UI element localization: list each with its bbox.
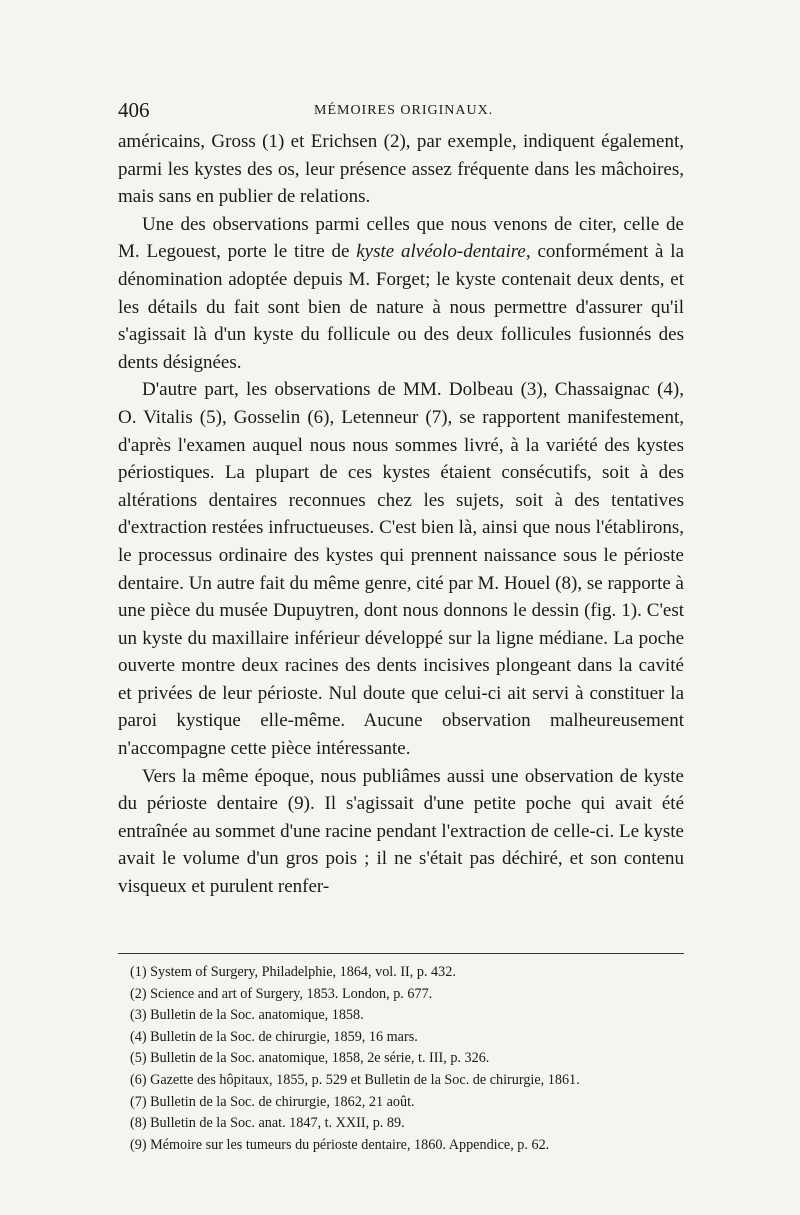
page-header bbox=[118, 98, 688, 126]
footnote-5: (5) Bulletin de la Soc. anatomique, 1858, 2e série, t. III, p. 326. bbox=[130, 1050, 490, 1067]
paragraph-1: américains, Gross (1) et Erichsen (2), par exemple, indiquent également, parmi les kystes des os, leur présence assez fréquente dans les mâchoires, mais sans en publier de relations. bbox=[118, 131, 684, 208]
page-number: 406 bbox=[118, 98, 150, 122]
footnote-6: (6) Gazette des hôpitaux, 1855, p. 529 et Bulletin de la Soc. de chirurgie, 1861. bbox=[130, 1071, 580, 1088]
body-text bbox=[118, 128, 684, 901]
footnote-1: (1) System of Surgery, Philadelphie, 1864, vol. II, p. 432. bbox=[130, 964, 456, 980]
paragraph-2 bbox=[118, 211, 684, 377]
paragraph-2-part-1: Une des observations parmi celles que nous venons de citer, celle de M. Legouest, porte le titre de bbox=[118, 213, 684, 263]
paragraph-2-part-2: conformément à la dénomination adoptée depuis M. Forget; le kyste contenait deux dents, et les détails du fait sont bien de nature à nous permettre d'assurer qu'il s'agissait là d'un kyste du follicule ou des deux follicules fusionnés des dents désignées. bbox=[118, 241, 685, 373]
footnote-8: (8) Bulletin de la Soc. anat. 1847, t. XXII, p. 89. bbox=[130, 1115, 405, 1132]
footnote-separator bbox=[118, 953, 684, 954]
paragraph-2-italic-title: kyste alvéolo-dentaire, bbox=[356, 241, 531, 263]
paragraph-3: D'autre part, les observations de MM. Dolbeau (3), Chassaignac (4), O. Vitalis (5), Gosselin (6), Letenneur (7), se rapportent manifestement, d'après l'examen auquel nous nous sommes livré, à la variété des kystes périostiques. La plupart de ces kystes étaient consécutifs, soit à des altérations dentaires reconnues chez les sujets, soit à des tentatives d'extraction restées infructueuses. C'est bien là, ainsi que nous l'établirons, le processus ordinaire des kystes qui prennent naissance sous le périoste dentaire. Un autre fait du même genre, cité par M. Houel (8), se rapporte à une pièce du musée Dupuytren, dont nous donnons le dessin (fig. 1). C'est un kyste du maxillaire inférieur développé sur la ligne médiane. La poche ouverte montre deux racines des dents incisives plongeant dans la cavité et privées de leur périoste. Nul doute que celui-ci ait servi à constituer la paroi kystique elle-même. Aucune observation malheureusement n'accompagne cette pièce intéressante. bbox=[118, 379, 684, 760]
footnote-3: (3) Bulletin de la Soc. anatomique, 1858. bbox=[130, 1007, 364, 1024]
footnote-2: (2) Science and art of Surgery, 1853. London, p. 677. bbox=[130, 985, 433, 1002]
footnote-4: (4) Bulletin de la Soc. de chirurgie, 1859, 16 mars. bbox=[130, 1028, 418, 1045]
footnotes bbox=[130, 962, 690, 1156]
running-head: MÉMOIRES ORIGINAUX. bbox=[314, 103, 494, 118]
paragraph-4: Vers la même époque, nous publiâmes aussi une observation de kyste du périoste dentaire (9). Il s'agissait d'une petite poche qui avait été entraînée au sommet d'une racine pendant l'extraction de celle-ci. Le kyste avait le volume d'un gros pois ; il ne s'était pas déchiré, et son contenu visqueux et purulent renfer- bbox=[118, 765, 684, 898]
footnote-7: (7) Bulletin de la Soc. de chirurgie, 1862, 21 août. bbox=[130, 1093, 415, 1110]
footnote-9: (9) Mémoire sur les tumeurs du périoste dentaire, 1860. Appendice, p. 62. bbox=[130, 1136, 550, 1153]
